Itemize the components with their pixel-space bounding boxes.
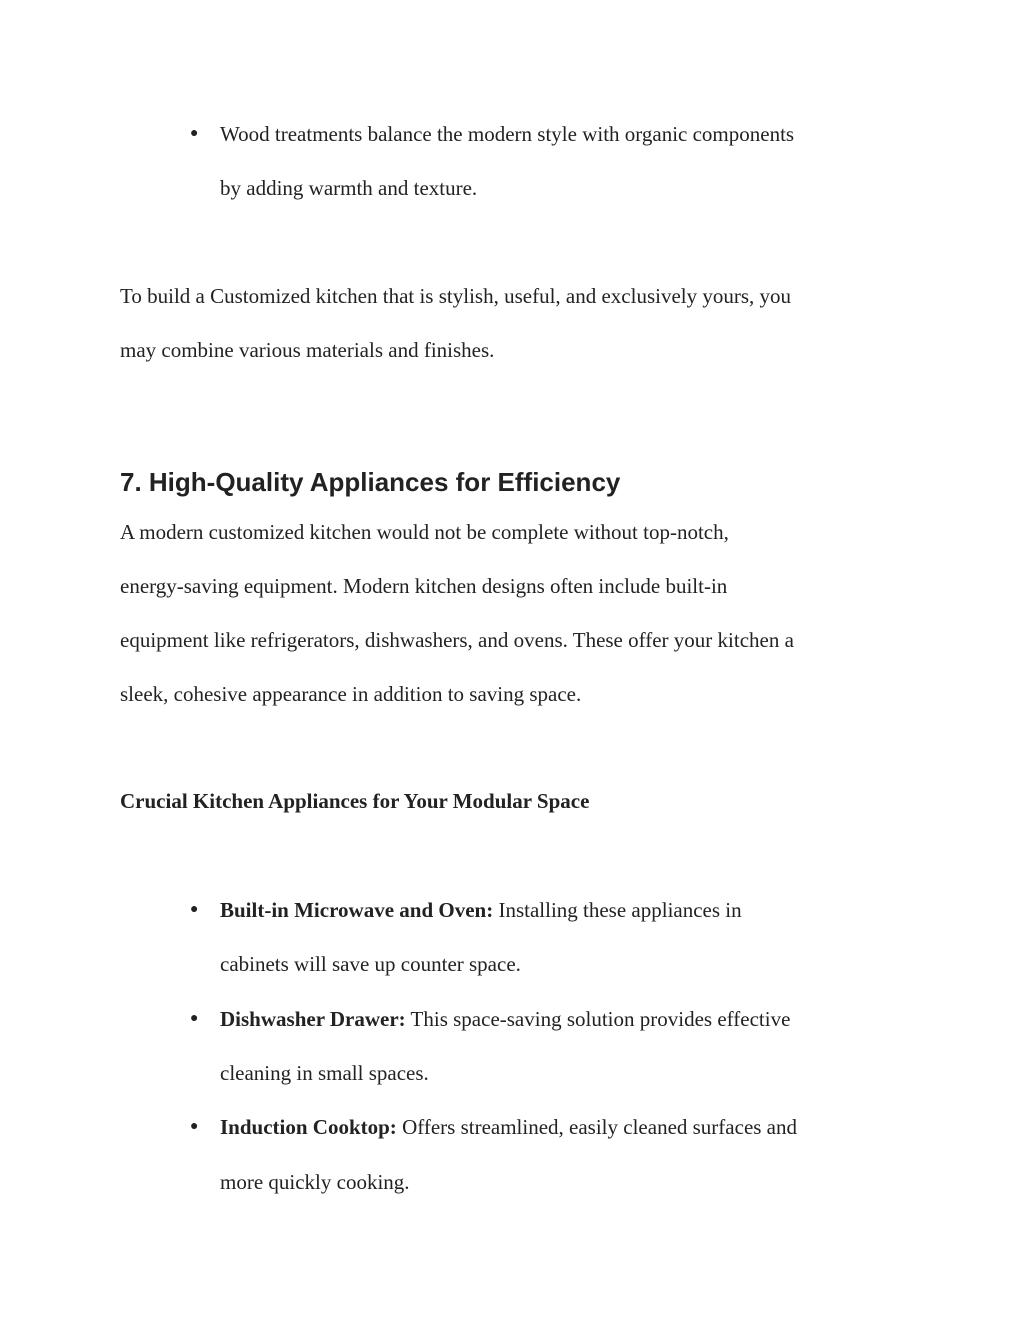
paragraph-line: sleek, cohesive appearance in addition to saving space. xyxy=(120,682,582,706)
list-item-text-line xyxy=(220,1114,797,1140)
paragraph-line: energy-saving equipment. Modern kitchen designs often include built-in xyxy=(120,574,728,598)
list-item-text-line xyxy=(220,1006,790,1032)
list-item-description: Installing these appliances in xyxy=(493,898,742,922)
paragraph-line: may combine various materials and finishes. xyxy=(120,338,495,362)
list-item-title: Induction Cooktop: xyxy=(220,1115,397,1139)
paragraph-line: A modern customized kitchen would not be complete without top-notch, xyxy=(120,520,729,544)
list-item-text-line xyxy=(220,897,742,923)
bullet-marker: ● xyxy=(190,126,199,141)
list-item-description: Offers streamlined, easily cleaned surfaces and xyxy=(396,1115,798,1139)
section-heading: 7. High-Quality Appliances for Efficiency xyxy=(120,467,621,497)
list-item-text-line: Wood treatments balance the modern style with organic components xyxy=(220,122,795,146)
list-item-title: Dishwasher Drawer: xyxy=(220,1007,406,1031)
paragraph-line: To build a Customized kitchen that is stylish, useful, and exclusively yours, you xyxy=(120,284,792,308)
subheading: Crucial Kitchen Appliances for Your Modular Space xyxy=(120,789,590,813)
bullet-marker: ● xyxy=(190,1119,199,1134)
paragraph-line: equipment like refrigerators, dishwashers, and ovens. These offer your kitchen a xyxy=(120,628,794,652)
list-item-text-line: cabinets will save up counter space. xyxy=(220,952,521,976)
list-item-title: Built-in Microwave and Oven: xyxy=(220,898,494,922)
bullet-marker: ● xyxy=(190,1011,199,1026)
list-item-description: This space-saving solution provides effective xyxy=(405,1007,791,1031)
bullet-marker: ● xyxy=(190,902,199,917)
list-item-text-line: cleaning in small spaces. xyxy=(220,1061,429,1085)
list-item-text-line: more quickly cooking. xyxy=(220,1170,410,1194)
list-item-text-line: by adding warmth and texture. xyxy=(220,176,478,200)
